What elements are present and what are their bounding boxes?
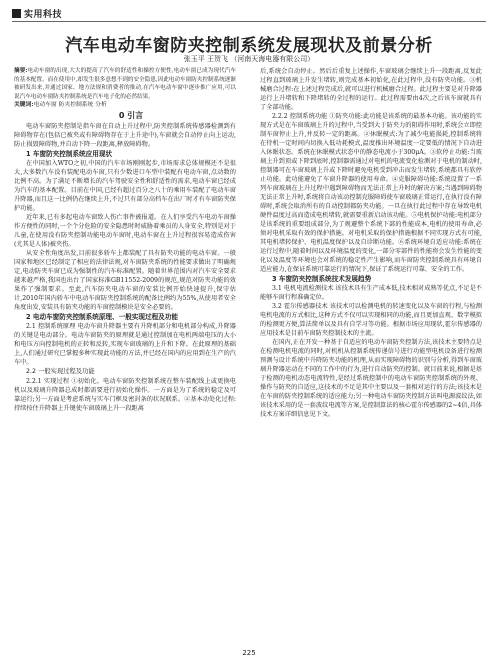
paragraph: 电动车窗防夹控制是指车窗在自动上升过程中,防夹控制系统传感器检测到有障碍物存在(包括已被夹或有障碍物存在于上升途中),车窗就会自动停止向上运动,防止损毁障碍物,并自动下降一段距离,释放障碍物。 [14,123,236,148]
keywords-label: 关键词: [14,102,34,108]
header-rule [12,21,486,22]
paragraph: 近年来,已有多起电动车窗致人伤亡事件被报道。在人们享受汽车电动车窗操作方便性的同时,一个个分危险的安全隐患时时威胁着乘员的人身安全,特别是对于儿童,在使用没有防夹控制功能电动车窗时,电动车窗在上升过程很容易造成伤害(尤其是人体)被夹伤。 [14,214,236,248]
heading-section-2-2: 2.2 一般实现过程及功能 [26,368,95,375]
abstract [14,67,236,101]
square-icon [12,9,21,18]
section-label: 实用科技 [24,9,63,20]
heading-section-3: 3 车窗防夹控制系统技术发展趋势 [272,275,372,283]
paragraph: 在国内,正在开发一种基于自适应的电动车窗防夹控制方法,该技术主要特点是在检测电机电流的同时,对机机从控制系统传递信号进行功能型电机设备进行检测预测与设计系统中升降防夹功能的机理,从而实现障碍物的识别与分析,得到车窗玻璃升降器运动在不同的工作中的行为,进行自动防夹的控制。就目前来说,根据是基于检测的电机动态电流特性,是经过系统控制中的电动车窗防夹控制系统的外观、操作与防夹的自适应,这技术的不足是其中主要以及一套相对运行的方法;该技术是在车窗的防夹控制系统的适应能力;另一种电动车窗防夹控制方法叫电源波纹法,如该技术采用的是一套波纹电流等方案,是控制算法的核心霍尔传感器的2~4倍,具体技术方案详细信息见下文。 [260,339,482,418]
article-title: 汽车电动车窗防夹控制系统发展现状及前景分析 [65,36,433,56]
heading-introduction: 0 引言 [118,111,144,120]
paragraph: 从安全性角度出发,目前很多轿车上都装配了具有防夹功能的电动车窗。一般国家和地区已经制定了相应的法律法规,对车窗防夹系统的性能要求做出了明确规定,电动防夹车窗已成为强制性的汽车标准配置。随着世界范围内对汽车安全要求越来越严格,我国也出台了国家标准GB11552-2009的规范,规范对防夹功能的效果作了强制要求。至此,汽车防夹电动车窗的安装比例开始快速提升,保守估计,2010年国内轿车中电动车窗防夹控制系统的配备比例约为55%,从使用者安全角度出发,安装具有防夹功能的车窗控制模块是安全必要的。 [14,250,236,311]
keywords-text: 电动车窗 防夹控制系统 分析 [33,102,107,108]
left-column [14,67,236,413]
paragraph: 在中国加入WTO之初,中国的汽车市场刚刚起步,市场需求总体规模还不是很大,大多数汽车没有装配电动车窗,只有少数进口车型中装配有电动车窗,点动数的比例不高。为了满足不断增长的汽车驾驶安全性和舒适性的需求,电动车窗已经成为汽车的基本配置。目前在中国,已经有超过百分之八十的乘用车装配了电动车窗升降器,而且这一比例仍在继续上升,不过只有部分高档车在出厂时才有车窗防夹保护功能。 [14,160,236,212]
paragraph: 3.2 霍尔传感器技术 该技术可以检测电机的转速变化以及车窗的行程,与检测电机电流的方式相比,这种方式不仅可以实现相同的功能,而且更加直观、数字模拟的检测更方便,算法简单以及具有自学习等功能。根据市场应用现状,霍尔传感器的应用技术是目前车窗防夹控制技术的主流。 [260,303,482,337]
page-number: 225 [242,649,256,657]
paragraph: 2.1 控制系统原理 电动车窗升降器主要有升降机部分和电机部分构成,升降器的关键是电动部分。电动车窗防夹的原理就是通过控制加在电机两端电压的大小和电压方向控制电机的正转和反转,实现车窗玻璃的上升和下降。在此原理的基础上,人们通过研究已掌握多种实现此功能的方法,并已经在国内的应用到在生产的汽车中。 [14,323,236,366]
abstract-label: 摘要: [14,68,28,74]
section-header [12,6,62,20]
paragraph: 2.2.2 控制系统功能 ①防夹功能:此功能是该系统的最基本功能。该功能的实现方式是在车窗玻璃上升的过程中,当受到大于防夹力的阻碍作用时,系统会立即控制车窗停止上升,并反转一定的距离。②休眠模式:为了减少电能损耗,控制系统将在待机一定时间内切换入低功耗模式,温度推出环境温度一定要低的情况下自动进入休眠状态。系统在休眠模式状态中的静态电流小于300μA。③软停止功能:当玻璃上升到顶或下降到底时,控制器需通过对电机的电流变化检测对于电机的制动时,控制器可在车窗玻璃上升或下降时避免电机受到冲击而发生堵转,系统都具有软停止功能。此功能避免了车窗升降器的使用寿命。④克服障碍功能:系统设置了一系列车窗玻璃在上升过程中遇到障碍物而无法正常上升时的解决方案;当遇到障碍物无法正常上升时,系统将自动该动控制克服障碍使车窗玻璃正常运行,在执行没有障碍时,系统会取消所有的自动控制都防夹功能。一旦在执行此过程中存在导致电机硬件温度过高而造成电机堵转,就需要重新启动该功能。⑤电机保护功能:电机部分是该系统的重要组成部分,为了规避整个系统下部的性能成本,电机的使用寿命,必须对电机采取有效的保护措施。对电机采取的保护措施根据不同实现方式有可能,其电机堵转保护、电机温度保护以及自诊断功能。⑥系统环境自适应功能:系统在运行过程中,随着时间以及环境温度的变化,一部分零部件的性能将会发生性能的变化以及温度等环境也会对系统的稳定性产生影响,而车窗防夹控制系统具有环境自适应能力,在保证系统可靠运行的情况下,保证了系统运行可靠、安全的工作。 [260,113,482,273]
right-column [260,67,482,419]
article-authors: 张玉平 王贺飞 （河南天海电器有限公司） [183,55,315,63]
paragraph: 3.1 电机电流检测技术 该技术具有生产成本低,技术相对成熟等优点,不足是不能够车窗行程准确定位。 [260,285,482,301]
keywords [14,101,236,110]
paragraph: 2.2.1 实现过程 ①初始化。电动车窗防夹控制系统在整车装配线上或更换电机以及玻璃升降器总成时都需要进行初始化操作。一方面是为了系统的稳定及可靠运行;另一方面是考虑系统与实车门框及密封条的状况联系。②基本动处化过程: 持续按住升降器上升键使车窗玻璃上升一段距离 [14,377,236,412]
heading-section-2: 2 电动车窗防夹控制系统原理、一般实现过程及功能 [26,313,178,321]
paragraph: 后,系统会自动停止。然后后重复上述操作,车窗玻璃会继续上升一段距离,反复此过程直到玻璃上升发生堵转,则完成基本初始化,在此过程中,没有防夹功能。③机械磨合过程:在上述过程完成后,就可以进行机械磨合过程。此过程主要是对升降器运行上升堵转和下降堵转的全过程的运行。此过程需要由4次,之后该车窗就具有了全部功能。 [260,68,482,111]
abstract-text: 电动车窗的出现,大大的提高了汽车的舒适性和操控方便性,电动车窗已成为现代汽车的基本配置。而在使用中,却发生很多意想不到的安全隐患,因此电动车窗防夹控制系统逐渐被研发出来,并通过国家、地方法规和消费者的推动,在汽车电动车窗中逐步推广应用,可以说汽车电动车窗防夹控制系统是汽车电子化的必然结果。 [14,68,236,100]
heading-section-1: 1 车窗防夹控制系统应用现状 [26,150,113,158]
